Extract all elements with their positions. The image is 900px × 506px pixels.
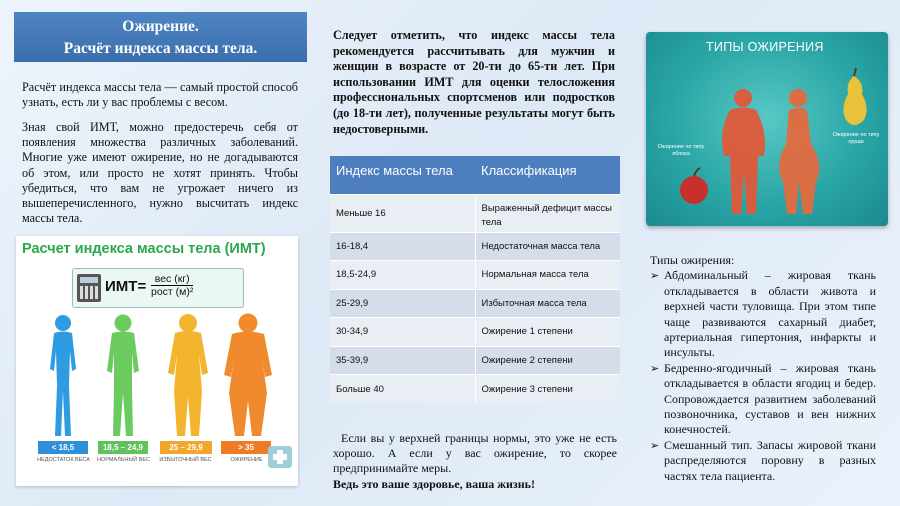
table-row [330,375,620,404]
intro-paragraph: Расчёт индекса массы тела — самый простой способ узнать, есть ли у вас проблемы с весом. [22,80,298,110]
bmi-note: Следует отметить, что индекс массы тела рекомендуется рассчитывать для мужчин и женщин в возрасте от 20-ти до 65-ти лет. При использовании ИМТ для оценки телосложения профессиональных спортсменов или подростков (до 18-ти лет), полученные результаты могут быть недостоверными. [333,28,615,136]
table-header-row [330,156,620,194]
apple-body-figure-icon [722,89,765,214]
table-cell: Нормальная масса тела [475,261,620,290]
formula-label: ИМТ= [105,278,147,295]
table-cell: 25-29,9 [330,289,475,318]
slogan: Ведь это ваше здоровье, ваша жизнь! [333,476,535,491]
table-row [330,232,620,261]
table-cell: Больше 40 [330,375,475,404]
table-cell: Недостаточная масса тела [475,232,620,261]
table-row [330,346,620,375]
table-cell: Ожирение 3 степени [475,375,620,404]
table-cell: 16-18,4 [330,232,475,261]
bmi-bar-underweight: < 18,5 [38,441,88,454]
apple-icon [680,168,708,204]
caption-normal: НОРМАЛЬНЫЙ ВЕС [96,457,151,463]
table-row [330,194,620,232]
table-row [330,261,620,290]
obesity-types-text [650,253,876,484]
medical-logo-icon [268,446,292,468]
imt-paragraph: Зная свой ИМТ, можно предостеречь себя от появления множества различных заболеваний. Многие уже имеют ожирение, но не догадываются об этом, или просто не хотят принять. Чтобы убедиться, что вам не угрожает ничего из вышеперечисленного, нужно высчитать индекс массы тела. [22,120,298,226]
bmi-card-title: Расчет индекса массы тела (ИМТ) [22,241,266,257]
image-title: ТИПЫ ОЖИРЕНИЯ [706,40,824,54]
title-line-1: Ожирение. [122,18,199,35]
table-row [330,289,620,318]
list-item: ➢ Бедренно-ягодичный – жировая ткань откладывается в области ягодиц и бедер. Сопровождается развитием заболеваний позвоночника, суставов и вен нижних конечностей. [650,361,876,438]
table-header: Индекс массы тела [330,156,475,194]
bmi-bar-normal: 18,5 – 24,9 [98,441,148,454]
table-cell: 18,5-24,9 [330,261,475,290]
table-cell: 35-39,9 [330,346,475,375]
page-title [14,12,307,62]
caption-apple-type: Ожирение по типу яблока [657,144,705,157]
obesity-illustration [646,32,888,226]
title-line-2: Расчёт индекса массы тела. [63,40,258,57]
silhouette-obese-icon [224,314,272,437]
caption-underweight: НЕДОСТАТОК ВЕСА [37,457,90,463]
types-list [650,268,876,484]
caption-pear-type: Ожирение по типу груши [832,132,880,145]
list-item: ➢ Смешанный тип. Запасы жировой ткани распределяются поровну в разных частях тела пациента. [650,438,876,484]
formula-denominator: рост (м)² [151,286,194,298]
table-header: Классификация [475,156,620,194]
silhouette-underweight-icon [50,315,76,436]
bmi-table [330,156,620,403]
table-cell: Ожирение 1 степени [475,318,620,347]
formula-numerator: вес (кг) [151,273,193,286]
pear-icon [843,68,866,125]
caption-obese: ОЖИРЕНИЕ [230,457,263,463]
formula-fraction [151,273,193,298]
table-row [330,318,620,347]
bmi-bar-overweight: 25 – 29,9 [160,441,212,454]
body-silhouettes [16,311,298,441]
advice-block [333,431,617,492]
table-cell: Избыточная масса тела [475,289,620,318]
table-cell: Ожирение 2 степени [475,346,620,375]
bmi-infographic [16,236,298,486]
caption-overweight: ИЗБЫТОЧНЫЙ ВЕС [159,457,212,463]
bmi-formula [72,268,244,308]
advice-text: Если вы у верхней границы нормы, это уже не есть хорошо. А если у вас ожирение, то скорее предпринимайте меры. [333,431,617,476]
silhouette-overweight-icon [168,314,208,436]
table-cell: Меньше 16 [330,194,475,232]
silhouette-normal-icon [107,315,139,437]
bmi-bar-obese: > 35 [221,441,271,454]
types-heading: Типы ожирения: [650,253,735,267]
calculator-icon [77,274,101,302]
table-cell: Выраженный дефицит массы тела [475,194,620,232]
table-cell: 30-34,9 [330,318,475,347]
list-item: ➢ Абдоминальный – жировая ткань откладывается в области живота и верхней части туловища. При этом типе чаще развиваются сахарный диабет, артериальная гипертония, инфаркты и инсульты. [650,268,876,360]
obesity-types-image [646,32,888,226]
pear-body-figure-icon [779,89,819,214]
